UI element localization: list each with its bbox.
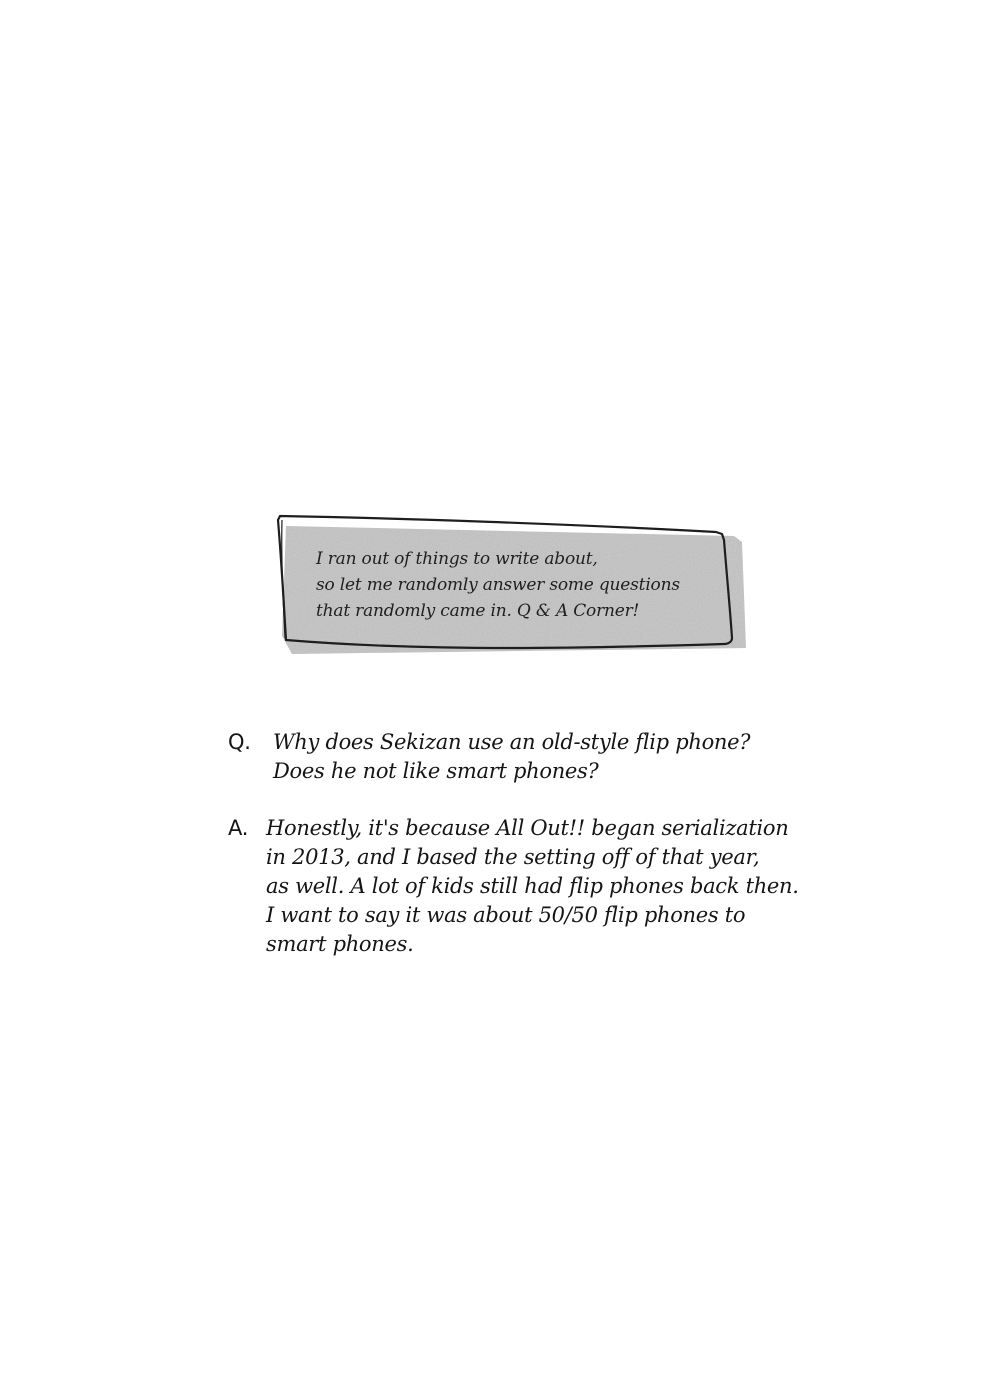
answer-line: Honestly, it's because All Out!! began serialization [266, 816, 789, 840]
question-block [228, 728, 808, 788]
question-line: Does he not like smart phones? [273, 759, 599, 783]
note-line: I ran out of things to write about, [316, 549, 598, 569]
note-box [272, 508, 752, 660]
answer-line: as well. A lot of kids still had flip phones back then. [266, 874, 799, 898]
note-line: that randomly came in. Q & A Corner! [316, 601, 640, 621]
question-text [273, 728, 750, 786]
answer-block [228, 814, 808, 964]
answer-text [266, 814, 799, 959]
question-line: Why does Sekizan use an old-style flip phone? [273, 730, 751, 754]
note-text [316, 546, 736, 624]
question-marker: Q. [228, 730, 251, 754]
answer-line: I want to say it was about 50/50 flip phones to [266, 903, 746, 927]
answer-marker: A. [228, 816, 249, 840]
answer-line: in 2013, and I based the setting off of that year, [266, 845, 760, 869]
answer-line: smart phones. [266, 932, 414, 956]
note-line: so let me randomly answer some questions [316, 575, 680, 595]
